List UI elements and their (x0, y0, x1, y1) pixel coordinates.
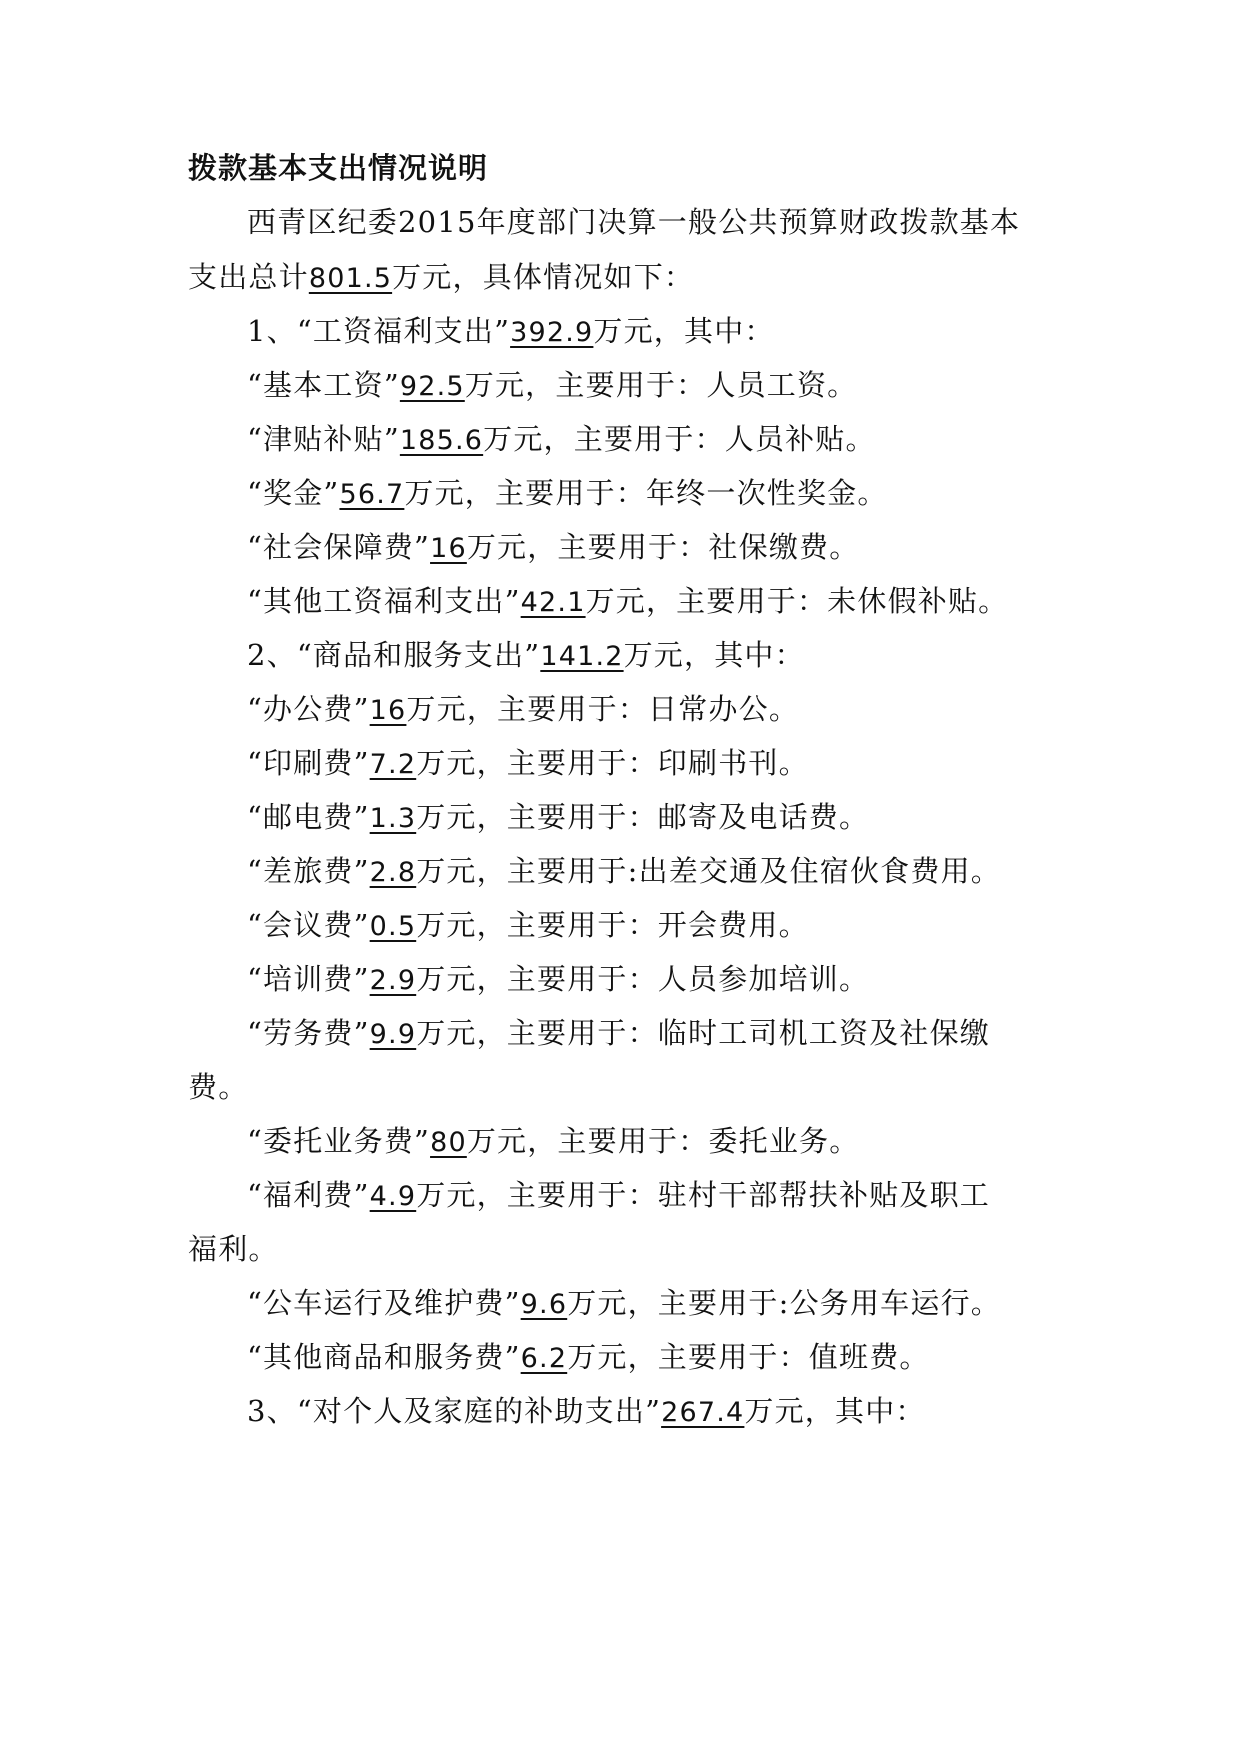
item-amount: 6.2 (520, 1343, 568, 1374)
item-amount: 2.9 (369, 965, 417, 996)
section-heading-1 (247, 311, 775, 353)
page-title: 拨款基本支出情况说明 (188, 151, 489, 185)
item-desc: 万元，主要用于：人员补贴。 (483, 422, 876, 456)
heading-post: 万元，其中： (623, 638, 805, 672)
item-amount: 2.8 (369, 857, 417, 888)
section-heading-2 (247, 635, 805, 677)
item-name: “奖金” (247, 476, 340, 510)
item-name: “邮电费” (247, 800, 370, 834)
item-amount: 7.2 (369, 749, 417, 780)
item-name: “印刷费” (247, 746, 370, 780)
list-item (247, 527, 859, 569)
item-desc: 万元，主要用于:出差交通及住宿伙食费用。 (416, 854, 1001, 888)
section-amount: 141.2 (540, 641, 624, 672)
item-desc: 万元，主要用于：年终一次性奖金。 (404, 476, 888, 510)
item-name: “福利费” (247, 1178, 370, 1212)
heading-post: 万元，其中： (593, 314, 775, 348)
item-amount: 92.5 (399, 371, 465, 402)
item-desc: 万元，主要用于：社保缴费。 (466, 530, 860, 564)
heading-post: 万元，其中： (744, 1394, 926, 1428)
item-amount: 0.5 (369, 911, 417, 942)
item-name: “其他工资福利支出” (247, 584, 521, 618)
list-item-continuation: 福利。 (188, 1232, 279, 1266)
heading-label: 3、“对个人及家庭的补助支出” (247, 1394, 662, 1428)
item-amount: 185.6 (399, 425, 484, 456)
item-desc: 万元，主要用于：驻村干部帮扶补贴及职工 (416, 1178, 991, 1212)
heading-label: 2、“商品和服务支出” (247, 638, 541, 672)
item-amount: 56.7 (339, 479, 405, 510)
item-name: “津贴补贴” (247, 422, 400, 456)
item-name: “委托业务费” (247, 1124, 431, 1158)
item-name: “其他商品和服务费” (247, 1340, 521, 1374)
item-amount: 9.6 (520, 1289, 568, 1320)
total-amount: 801.5 (308, 263, 393, 294)
item-desc: 万元，主要用于：开会费用。 (416, 908, 809, 942)
list-item (247, 581, 1008, 623)
item-amount: 4.9 (369, 1181, 417, 1212)
item-name: “公车运行及维护费” (247, 1286, 521, 1320)
item-desc: 万元，主要用于：印刷书刊。 (416, 746, 809, 780)
section-heading-3 (247, 1391, 926, 1433)
item-name: “办公费” (247, 692, 370, 726)
list-item (247, 851, 1001, 893)
item-name: “劳务费” (247, 1016, 370, 1050)
intro-text: 支出总计 (188, 260, 309, 294)
list-item (247, 959, 869, 1001)
item-amount: 42.1 (520, 587, 586, 618)
item-amount: 16 (430, 533, 467, 564)
item-name: “培训费” (247, 962, 370, 996)
list-item (247, 1175, 990, 1217)
item-desc: 万元，主要用于：人员参加培训。 (416, 962, 870, 996)
item-desc: 万元，主要用于：委托业务。 (466, 1124, 860, 1158)
item-desc: 万元，主要用于：邮寄及电话费。 (416, 800, 870, 834)
item-name: “社会保障费” (247, 530, 431, 564)
item-amount: 80 (430, 1127, 467, 1158)
intro-line-2 (188, 257, 694, 299)
item-amount: 9.9 (369, 1019, 417, 1050)
item-desc: 万元，主要用于：临时工司机工资及社保缴 (416, 1016, 991, 1050)
item-desc: 万元，主要用于：日常办公。 (406, 692, 800, 726)
list-item (247, 689, 799, 731)
list-item (247, 1013, 990, 1055)
heading-label: 1、“工资福利支出” (247, 314, 511, 348)
item-desc: 万元，主要用于：未休假补贴。 (585, 584, 1009, 618)
item-desc: 万元，主要用于：人员工资。 (464, 368, 858, 402)
item-name: “差旅费” (247, 854, 370, 888)
item-desc: 万元，主要用于:公务用车运行。 (567, 1286, 1001, 1320)
item-amount: 16 (369, 695, 407, 726)
list-item-continuation: 费。 (188, 1070, 249, 1104)
item-name: “基本工资” (247, 368, 400, 402)
list-item (247, 365, 857, 407)
list-item (247, 1283, 1001, 1325)
item-name: “会议费” (247, 908, 370, 942)
list-item (247, 419, 876, 461)
section-amount: 267.4 (661, 1397, 745, 1428)
list-item (247, 1121, 859, 1163)
item-amount: 1.3 (369, 803, 417, 834)
list-item (247, 905, 809, 947)
section-amount: 392.9 (510, 317, 594, 348)
list-item (247, 797, 869, 839)
intro-line-1: 西青区纪委2015年度部门决算一般公共预算财政拨款基本 (247, 205, 1021, 239)
list-item (247, 1337, 930, 1379)
list-item (247, 473, 888, 515)
list-item (247, 743, 809, 785)
item-desc: 万元，主要用于：值班费。 (567, 1340, 930, 1374)
intro-text-post: 万元，具体情况如下： (392, 260, 695, 294)
